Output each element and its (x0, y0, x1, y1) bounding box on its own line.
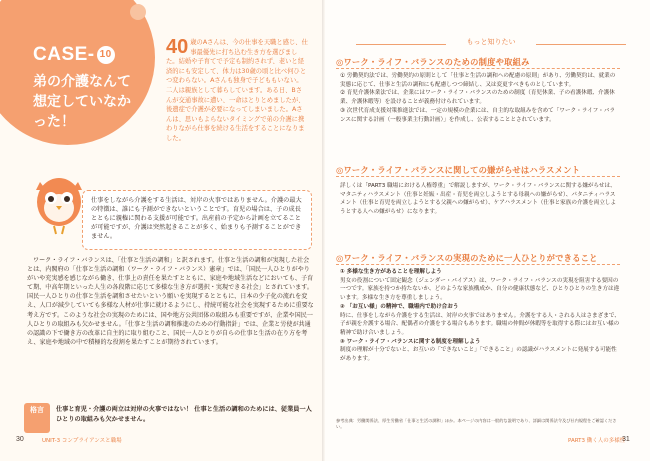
case-number: 10 (97, 46, 115, 64)
mascot-illustration (30, 168, 88, 236)
right-page (325, 0, 650, 461)
paragraph: 男女の役割について固定観念（ジェンダー・バイアス）は、ワーク・ライフ・バランスの実現を阻害する要因の一つです。家族を持つか持たないか、どのような家族構成か、自分の健康状態など、ひとりひとりの生き方は違います。多様な生き方を尊重しましょう。 (340, 277, 620, 302)
section-rule-2 (336, 176, 620, 177)
decor-dot (130, 4, 146, 20)
case-label: CASE- 10 (33, 44, 115, 66)
section-heading-3: ◎ワーク・ライフ・バランスの実現のために一人ひとりができること (336, 253, 598, 263)
speech-box: 仕事をしながら介護をする生活は、対岸の火事ではありません。介護の最大の特徴は、誰にも予測ができないということです。育児の場合は、子の成長とともに親権に関わる支援が可能です。出産前の予定から計画を立てることが可能ですが、介護は突然起きることが多く、始まりも予測することができません。 (82, 190, 312, 250)
subheading: ③ ワーク・ライフ・バランスに関する制度を理解しよう (340, 338, 481, 345)
callout-icon: 格言 (24, 403, 50, 433)
subheading: ① 多様な生き方があることを理解しよう (340, 269, 442, 275)
case-title: 弟の介護なんて想定していなかった！ (33, 74, 131, 130)
section-rule-3 (336, 264, 620, 265)
paragraph: 時に、仕事をしながら介護をする生活は、対岸の火事ではありません。介護をする人・される人はさまざまで、子が親を介護する場合、配偶者の介護をする場合もあります。職場の仲間が休暇等を取得する際にはお互い様の精神で助け合いましょう。 (340, 312, 620, 336)
callout-box (24, 403, 314, 433)
section-rule-1 (336, 68, 620, 69)
intro-number: 40 (166, 36, 189, 58)
paragraph: 制度の理解が十分でないと、お互いの「できないこと」「できること」の認識がハラスメントに発展する可能性があります。 (340, 347, 617, 363)
section-heading-1: ◎ワーク・ライフ・バランスのための制度や取組み (336, 57, 530, 67)
section-2-text: 詳しくは「PART3 職場における人権尊重」で解説しますが、ワーク・ライフ・バランスに関する嫌がらせは、マタニティハラスメント（仕事と妊娠・出産・育児を両立しようとする母親への嫌がらせ）、パタニティハラスメント（仕事と育児を両立しようとする父親への嫌がらせ）、ケアハラスメント（仕事と家族の介護を両立しようとする人への嫌がらせ）になります。 (340, 183, 617, 216)
banner-rule-right (536, 44, 626, 45)
intro-text: 40 歳のAさんは、今の仕事を天職と感じ、仕事最優先に打ち込む生き方を選びました。結婚や子育てで予定も制約されず、老いと経済的にも安定して、体力は30歳の頃と比べ何ひとつ変わらない。Aさんも独身で子どももいない。二人は親族として暮らしています。ある日、Bさんが交通事故に遭い、一命はとりとめましたが、後遺症で介護が必要になってしまいました。Aさんは、思いもよらないタイミングで弟の介護に携わりながら仕事を続ける生活をすることになりました。 (166, 36, 308, 142)
page-number-left: 30 (16, 436, 24, 443)
banner-rule-left (356, 44, 446, 45)
list-item: ③ 次世代育成支援対策推進法では、一定の規模の企業には、自主的な取組みを含めて「ワーク・ライフ・バランスに関する計画（一般事業主行動計画）」を作成し、公表することとされています。 (340, 107, 615, 123)
list-item: ① 労働契約法では、労働契約の原則として「仕事と生活の調和への配慮の原則」があり、労働契約は、就業の実態に応じて、仕事と生活の調和にも配慮しつつ締結し、又は変更すべきものとしています。 (340, 73, 616, 88)
callout-text: 仕事と育児・介護の両立は対岸の火事ではない！ 仕事と生活の調和のためには、従業員一人ひとりの取組みも欠かせません。 (56, 406, 312, 423)
section-heading-2: ◎ワーク・ライフ・バランスに関しての嫌がらせはハラスメント (336, 165, 581, 175)
page-number-right: 31 (622, 436, 630, 443)
unit-tag: UNIT-3 コンプライアンスと職場 (42, 438, 122, 444)
part-tag: PART3 働く人の多様性 (568, 438, 626, 444)
body-text: ワーク・ライフ・バランスは、「仕事と生活の調和」と訳されます。仕事と生活の調和が実現した社会とは、内閣府の「仕事と生活の調和（ワーク・ライフ・バランス）憲章」では、「国民一人ひとりがやりがいや充実感を感じながら働き、仕事上の責任を果たすとともに、家庭や地域生活などにおいても、子育て期、中高年期といった人生の各段階に応じて多様な生き方が選択・実現できる社会」とされています。国民一人ひとりの仕事と生活を調和させたいという願いを実現するとともに、日本の少子化の流れを変え、人口が減少していても多様な人材が仕事に就けるようにし、持続可能な社会を実現するために重要な考え方です。このような社会の実現のためには、国や地方公共団体の取組みも重要ですが、企業や国民一人ひとりの取組みも欠かせません。「仕事と生活の調和推進のための行動指針」では、企業と労使が共通の認識の下で働き方の改革に自主的に取り組むこと、国民一人ひとりが自らの仕事と生活の在り方を考え、家庭や地域の中で積極的な役割を果たすことが期待されています。 (27, 257, 314, 346)
footnote: 参考出典：労働関係法、厚生労働省「仕事と生活の調和」ほか。本ページの内容は一般的な説明であり、詳細は関係法令及び社内規程をご確認ください。 (336, 418, 617, 429)
section-banner: もっと知りたい (356, 37, 626, 51)
subheading: ② 「お互い様」の精神で、職場内で助け合おう (340, 303, 459, 310)
list-item: ② 育児介護休業法では、企業にはワーク・ライフ・バランスのための制度（育児休業、子の看護休暇、介護休業、介護休暇等）を設けることが義務付けられています。 (340, 90, 615, 106)
section-3-list (340, 268, 620, 364)
section-1-list (340, 72, 620, 124)
